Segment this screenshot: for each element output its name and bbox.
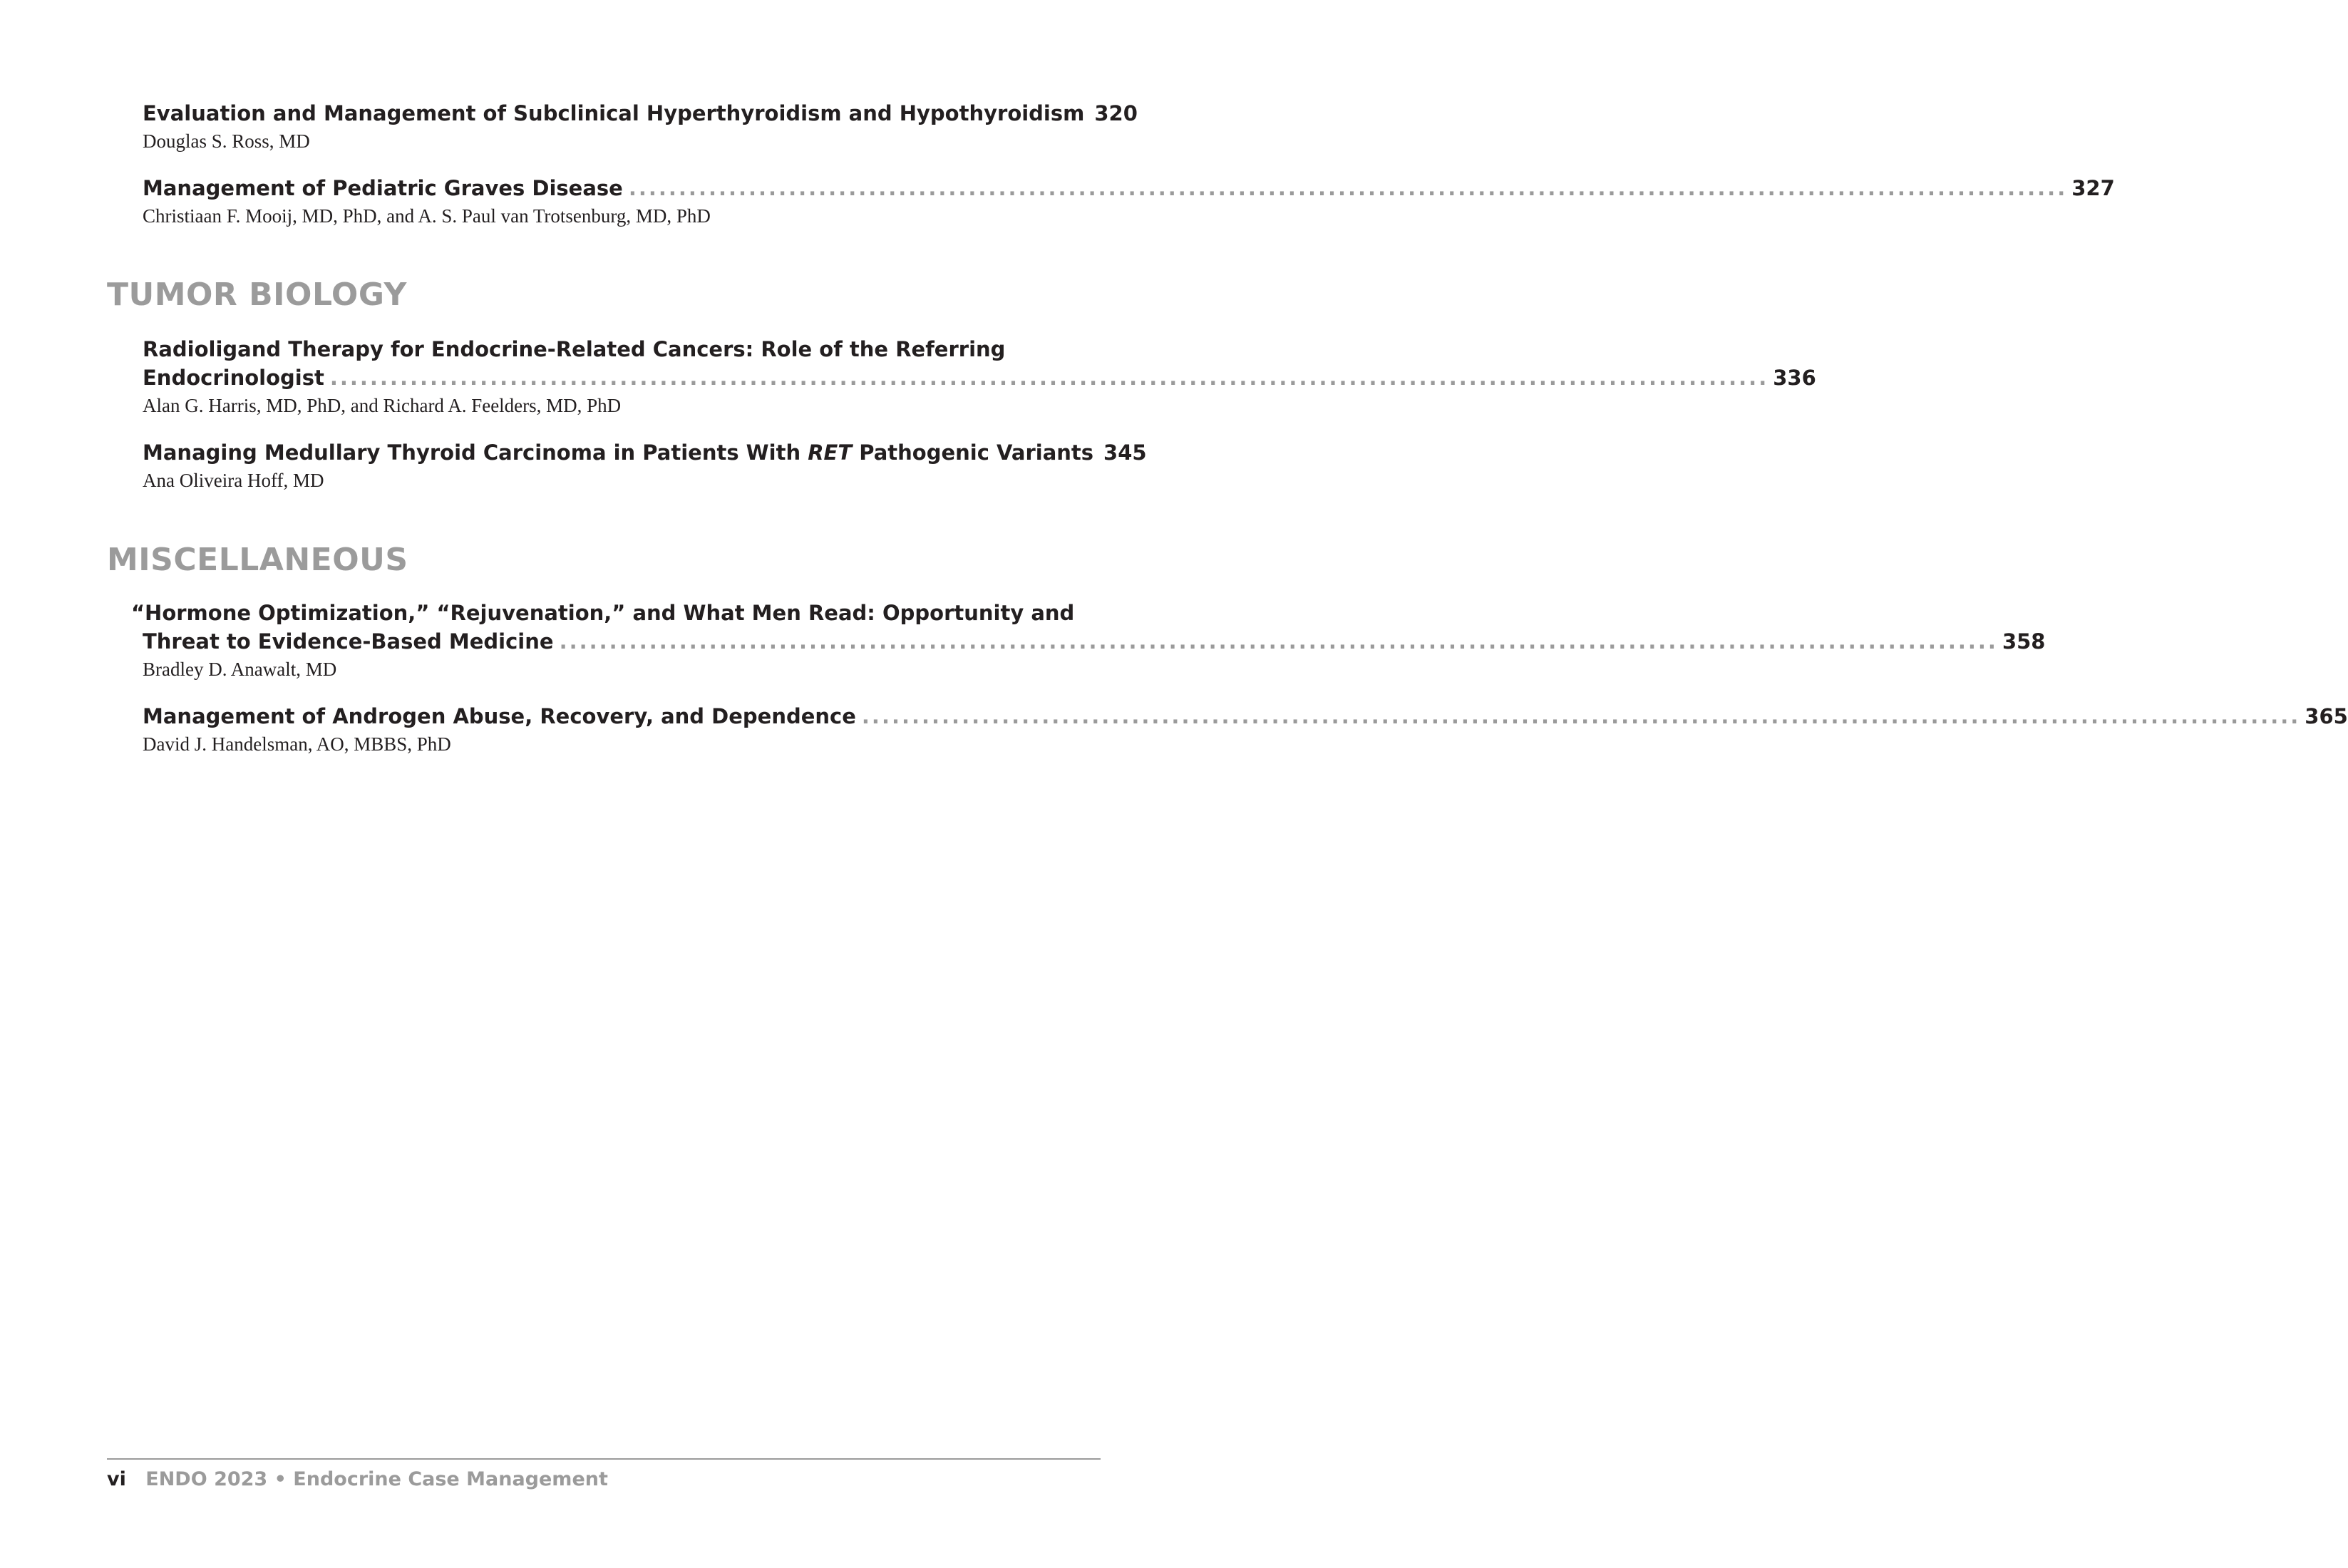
toc-entry-title-italic: RET [808,440,853,465]
page-number: vi [107,1468,126,1490]
toc-entry-title-post: Pathogenic Variants [852,440,1094,465]
footer-text: ENDO 2023 • Endocrine Case Management [145,1468,608,1490]
toc-entry [143,335,1816,418]
dot-leader: ................................................................................................................................................ [559,629,1998,654]
dot-leader: ................................................................................................................................................ [329,366,1769,390]
toc-entry-title-line [143,438,1147,467]
toc-entry-page: 345 [1103,440,1147,465]
toc-entry-page: 358 [2002,629,2046,654]
toc-entry-title-line1: Radioligand Therapy for Endocrine-Related Cancers: Role of the Referring [143,337,1006,361]
toc-entry-title-line2: Threat to Evidence-Based Medicine [143,629,554,654]
toc-entry-title: Management of Androgen Abuse, Recovery, and Dependence [143,704,856,728]
toc-entry-title-line [143,363,1816,392]
toc-entry-title-line [143,627,2046,656]
toc-entry-author: Alan G. Harris, MD, PhD, and Richard A. Feelders, MD, PhD [143,395,622,416]
toc-entry-title: Management of Pediatric Graves Disease [143,176,623,200]
toc-entry-page: 336 [1773,366,1816,390]
toc-entry-author: Douglas S. Ross, MD [143,130,310,152]
toc-entry-title-line [143,99,1138,128]
toc-entry-author: David J. Handelsman, AO, MBBS, PhD [143,733,451,755]
toc-entry-title: Evaluation and Management of Subclinical Hyperthyroidism and Hypothyroidism [143,101,1085,125]
toc-entry-author: Ana Oliveira Hoff, MD [143,470,324,491]
section-heading: TUMOR BIOLOGY [107,277,407,313]
toc-entry-title-line [143,174,2115,202]
toc-entry [143,438,1147,493]
toc-entry-title-pre: Managing Medullary Thyroid Carcinoma in Patients With [143,440,808,465]
toc-entry [143,174,2115,229]
toc-entry [143,99,1138,154]
toc-entry-page: 320 [1094,101,1138,125]
toc-entry-title [143,438,1093,467]
dot-leader: ................................................................................................................................................ [861,704,2301,728]
section-heading: MISCELLANEOUS [107,542,408,578]
toc-entry-author: Christiaan F. Mooij, MD, PhD, and A. S. Paul van Trotsenburg, MD, PhD [143,205,711,227]
footer-divider [107,1458,1101,1460]
page-footer [107,1467,608,1492]
toc-entry-title-line [143,702,2348,731]
toc-entry [143,702,2348,757]
toc-entry-page: 365 [2305,704,2348,728]
toc-entry [131,599,2046,682]
toc-entry-author: Bradley D. Anawalt, MD [143,659,337,680]
dot-leader: ................................................................................................................................................ [628,176,2068,200]
toc-entry-title-line1: “Hormone Optimization,” “Rejuvenation,” and What Men Read: Opportunity and [131,601,1075,625]
toc-entry-page: 327 [2071,176,2115,200]
toc-entry-title-line2: Endocrinologist [143,366,324,390]
